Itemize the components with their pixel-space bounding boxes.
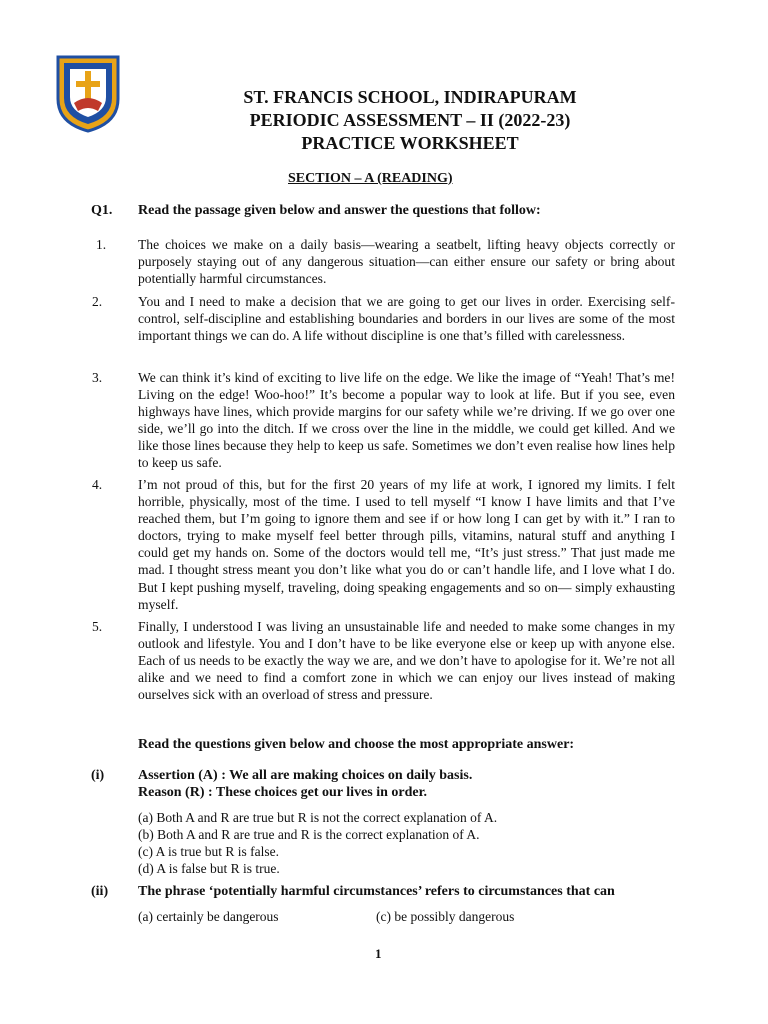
passage-paragraph: I’m not proud of this, but for the first 20 years of my life at work, I ignored my limits. I felt horrible, physically, most of the time. I used to tell myself “I know I have limits and that I’ve reached them, but I’m going to ignore them and see if or how long I can get by with it.” I ran to doctors, trying to make myself feel better through pills, vitamins, natural stuff and anything I could get my hands on. Some of the doctors would tell me, “It’s just stress.” That just made me mad. I thought stress meant you don’t like what you do or can’t handle life, and I love what I do. But I kept pushing myself, traveling, doing speaking engagements and so on— simply exhausting myself. bbox=[138, 477, 675, 612]
school-name: ST. FRANCIS SCHOOL, INDIRAPURAM bbox=[243, 87, 577, 107]
passage-paragraph: We can think it’s kind of exciting to live life on the edge. We like the image of “Yeah! That’s me! Living on the edge! Woo-hoo!” It’s become a popular way to look at life. But if you see, even highways have lines, which provide margins for our safety while we’re driving. If we go over one side, we’ll go into the ditch. If we cross over the line in the middle, we could get killed. And we like those lines because they help to keep us safe. Sometimes we don’t even realise how lines help to keep us safe. bbox=[138, 370, 675, 471]
paragraph-number: 1. bbox=[96, 237, 107, 252]
paragraph-number: 2. bbox=[92, 294, 103, 309]
answer-option: (c) A is true but R is false. bbox=[138, 844, 279, 859]
paragraph-number: 3. bbox=[92, 370, 103, 385]
answer-option: (c) be possibly dangerous bbox=[376, 909, 515, 924]
question-number: Q1. bbox=[91, 203, 113, 218]
passage-paragraph: Finally, I understood I was living an unsustainable life and needed to make some changes in my outlook and lifestyle. You and I don’t have to be like everyone else or keep up with anyone else. Each of us needs to be exactly the way we are, and we don’t have to apologise for it. We’re not all alike and we need to find a comfort zone in which we can enjoy our lives instead of making ourselves sick with an overload of stress and pressure. bbox=[138, 619, 675, 703]
paragraph-number: 5. bbox=[92, 619, 103, 634]
passage-paragraph: The choices we make on a daily basis—wearing a seatbelt, lifting heavy objects correctly or purposely staying out of any dangerous situation—can either ensure our safety or bring about potentially harmful circumstances. bbox=[138, 237, 675, 287]
assertion: Assertion (A) : We all are making choices on daily basis. bbox=[138, 768, 473, 783]
reason: Reason (R) : These choices get our lives in order. bbox=[138, 785, 428, 800]
question-number: (ii) bbox=[91, 884, 109, 899]
question-text: Read the passage given below and answer the questions that follow: bbox=[138, 203, 541, 218]
exam-title: PERIODIC ASSESSMENT – II (2022-23) bbox=[249, 110, 571, 130]
answer-option: (b) Both A and R are true and R is the correct explanation of A. bbox=[138, 827, 480, 842]
question-text: The phrase ‘potentially harmful circumstances’ refers to circumstances that can bbox=[138, 884, 615, 899]
instructions: Read the questions given below and choose the most appropriate answer: bbox=[138, 737, 575, 752]
passage-paragraph: You and I need to make a decision that we are going to get our lives in order. Exercising self-control, self-discipline and establishing boundaries and borders in our lives are some of the most important things we can do. A life without discipline is one that’s filled with carelessness. bbox=[138, 294, 675, 344]
school-logo bbox=[52, 53, 124, 133]
page-number: 1 bbox=[375, 946, 382, 961]
worksheet-title: PRACTICE WORKSHEET bbox=[301, 133, 519, 153]
answer-option: (a) certainly be dangerous bbox=[138, 909, 279, 924]
question-number: (i) bbox=[91, 768, 105, 783]
answer-option: (a) Both A and R are true but R is not the correct explanation of A. bbox=[138, 810, 498, 825]
paragraph-number: 4. bbox=[92, 477, 103, 492]
answer-option: (d) A is false but R is true. bbox=[138, 861, 280, 876]
section-title: SECTION – A (READING) bbox=[288, 171, 453, 186]
